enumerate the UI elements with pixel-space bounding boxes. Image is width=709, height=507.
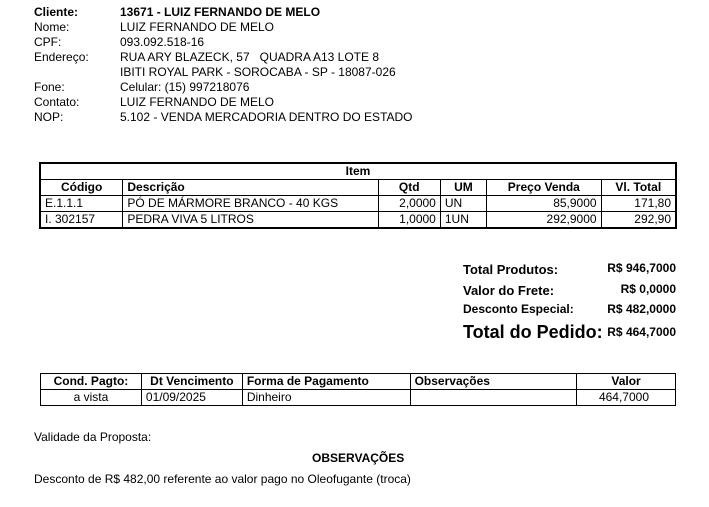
item-qtd: 1,0000 <box>378 212 440 228</box>
valor-frete-label: Valor do Frete: <box>463 283 555 298</box>
contato-value: LUIZ FERNANDO DE MELO <box>120 95 275 109</box>
endereco-line2: IBITI ROYAL PARK - SOROCABA - SP - 18087-026 <box>120 65 396 79</box>
nop-value: 5.102 - VENDA MERCADORIA DENTRO DO ESTADO <box>120 110 413 124</box>
table-row <box>41 212 676 228</box>
header-um: UM <box>440 180 486 196</box>
header-cond-pagto: Cond. Pagto: <box>41 374 142 390</box>
item-descricao: PÓ DE MÁRMORE BRANCO - 40 KGS <box>123 196 378 212</box>
cpf-value: 093.092.518-16 <box>120 35 205 49</box>
nop-label: NOP: <box>34 110 64 124</box>
item-qtd: 2,0000 <box>378 196 440 212</box>
nome-label: Nome: <box>34 20 70 34</box>
cliente-label: Cliente: <box>34 5 79 19</box>
items-table <box>40 163 676 228</box>
desconto-especial-value: R$ 482,0000 <box>607 302 676 316</box>
observacoes-text: Desconto de R$ 482,00 referente ao valor pago no Oleofugante (troca) <box>34 472 411 486</box>
fone-value: Celular: (15) 997218076 <box>120 80 250 94</box>
table-row <box>41 196 676 212</box>
item-preco: 85,9000 <box>487 196 602 212</box>
header-valor: Valor <box>577 374 676 390</box>
header-total: Vl. Total <box>601 180 675 196</box>
valor-frete-value: R$ 0,0000 <box>620 282 676 296</box>
table-row <box>41 390 676 406</box>
total-produtos-label: Total Produtos: <box>463 262 559 277</box>
header-codigo: Código <box>41 180 123 196</box>
fone-label: Fone: <box>34 80 65 94</box>
item-codigo: E.1.1.1 <box>41 196 123 212</box>
item-um: 1UN <box>440 212 486 228</box>
item-preco: 292,9000 <box>487 212 602 228</box>
contato-label: Contato: <box>34 95 80 109</box>
payment-valor: 464,7000 <box>577 390 676 406</box>
payment-obs <box>410 390 576 406</box>
items-header-row <box>41 180 676 196</box>
endereco-line1: RUA ARY BLAZECK, 57 QUADRA A13 LOTE 8 <box>120 50 380 64</box>
endereco-label: Endereço: <box>34 50 89 64</box>
header-descricao: Descrição <box>123 180 378 196</box>
item-descricao: PEDRA VIVA 5 LITROS <box>123 212 378 228</box>
observacoes-title: OBSERVAÇÕES <box>312 451 405 465</box>
payment-vencimento: 01/09/2025 <box>141 390 242 406</box>
total-pedido-label: Total do Pedido: <box>463 322 603 342</box>
validade-proposta-label: Validade da Proposta: <box>34 430 152 444</box>
payment-header-row <box>41 374 676 390</box>
item-codigo: I. 302157 <box>41 212 123 228</box>
header-preco: Preço Venda <box>487 180 602 196</box>
items-table-title: Item <box>41 164 676 180</box>
cpf-label: CPF: <box>34 35 62 49</box>
header-observacoes: Observações <box>410 374 576 390</box>
payment-forma: Dinheiro <box>242 390 410 406</box>
item-um: UN <box>440 196 486 212</box>
item-total: 171,80 <box>601 196 675 212</box>
total-pedido-value: R$ 464,7000 <box>607 325 676 339</box>
header-forma-pagamento: Forma de Pagamento <box>242 374 410 390</box>
nome-value: LUIZ FERNANDO DE MELO <box>120 20 275 34</box>
desconto-especial-label: Desconto Especial: <box>463 302 574 316</box>
cliente-value: 13671 - LUIZ FERNANDO DE MELO <box>120 5 321 19</box>
header-dt-vencimento: Dt Vencimento <box>141 374 242 390</box>
item-total: 292,90 <box>601 212 675 228</box>
header-qtd: Qtd <box>378 180 440 196</box>
payment-cond: a vista <box>41 390 142 406</box>
total-produtos-value: R$ 946,7000 <box>607 261 676 275</box>
payment-table <box>40 373 676 406</box>
